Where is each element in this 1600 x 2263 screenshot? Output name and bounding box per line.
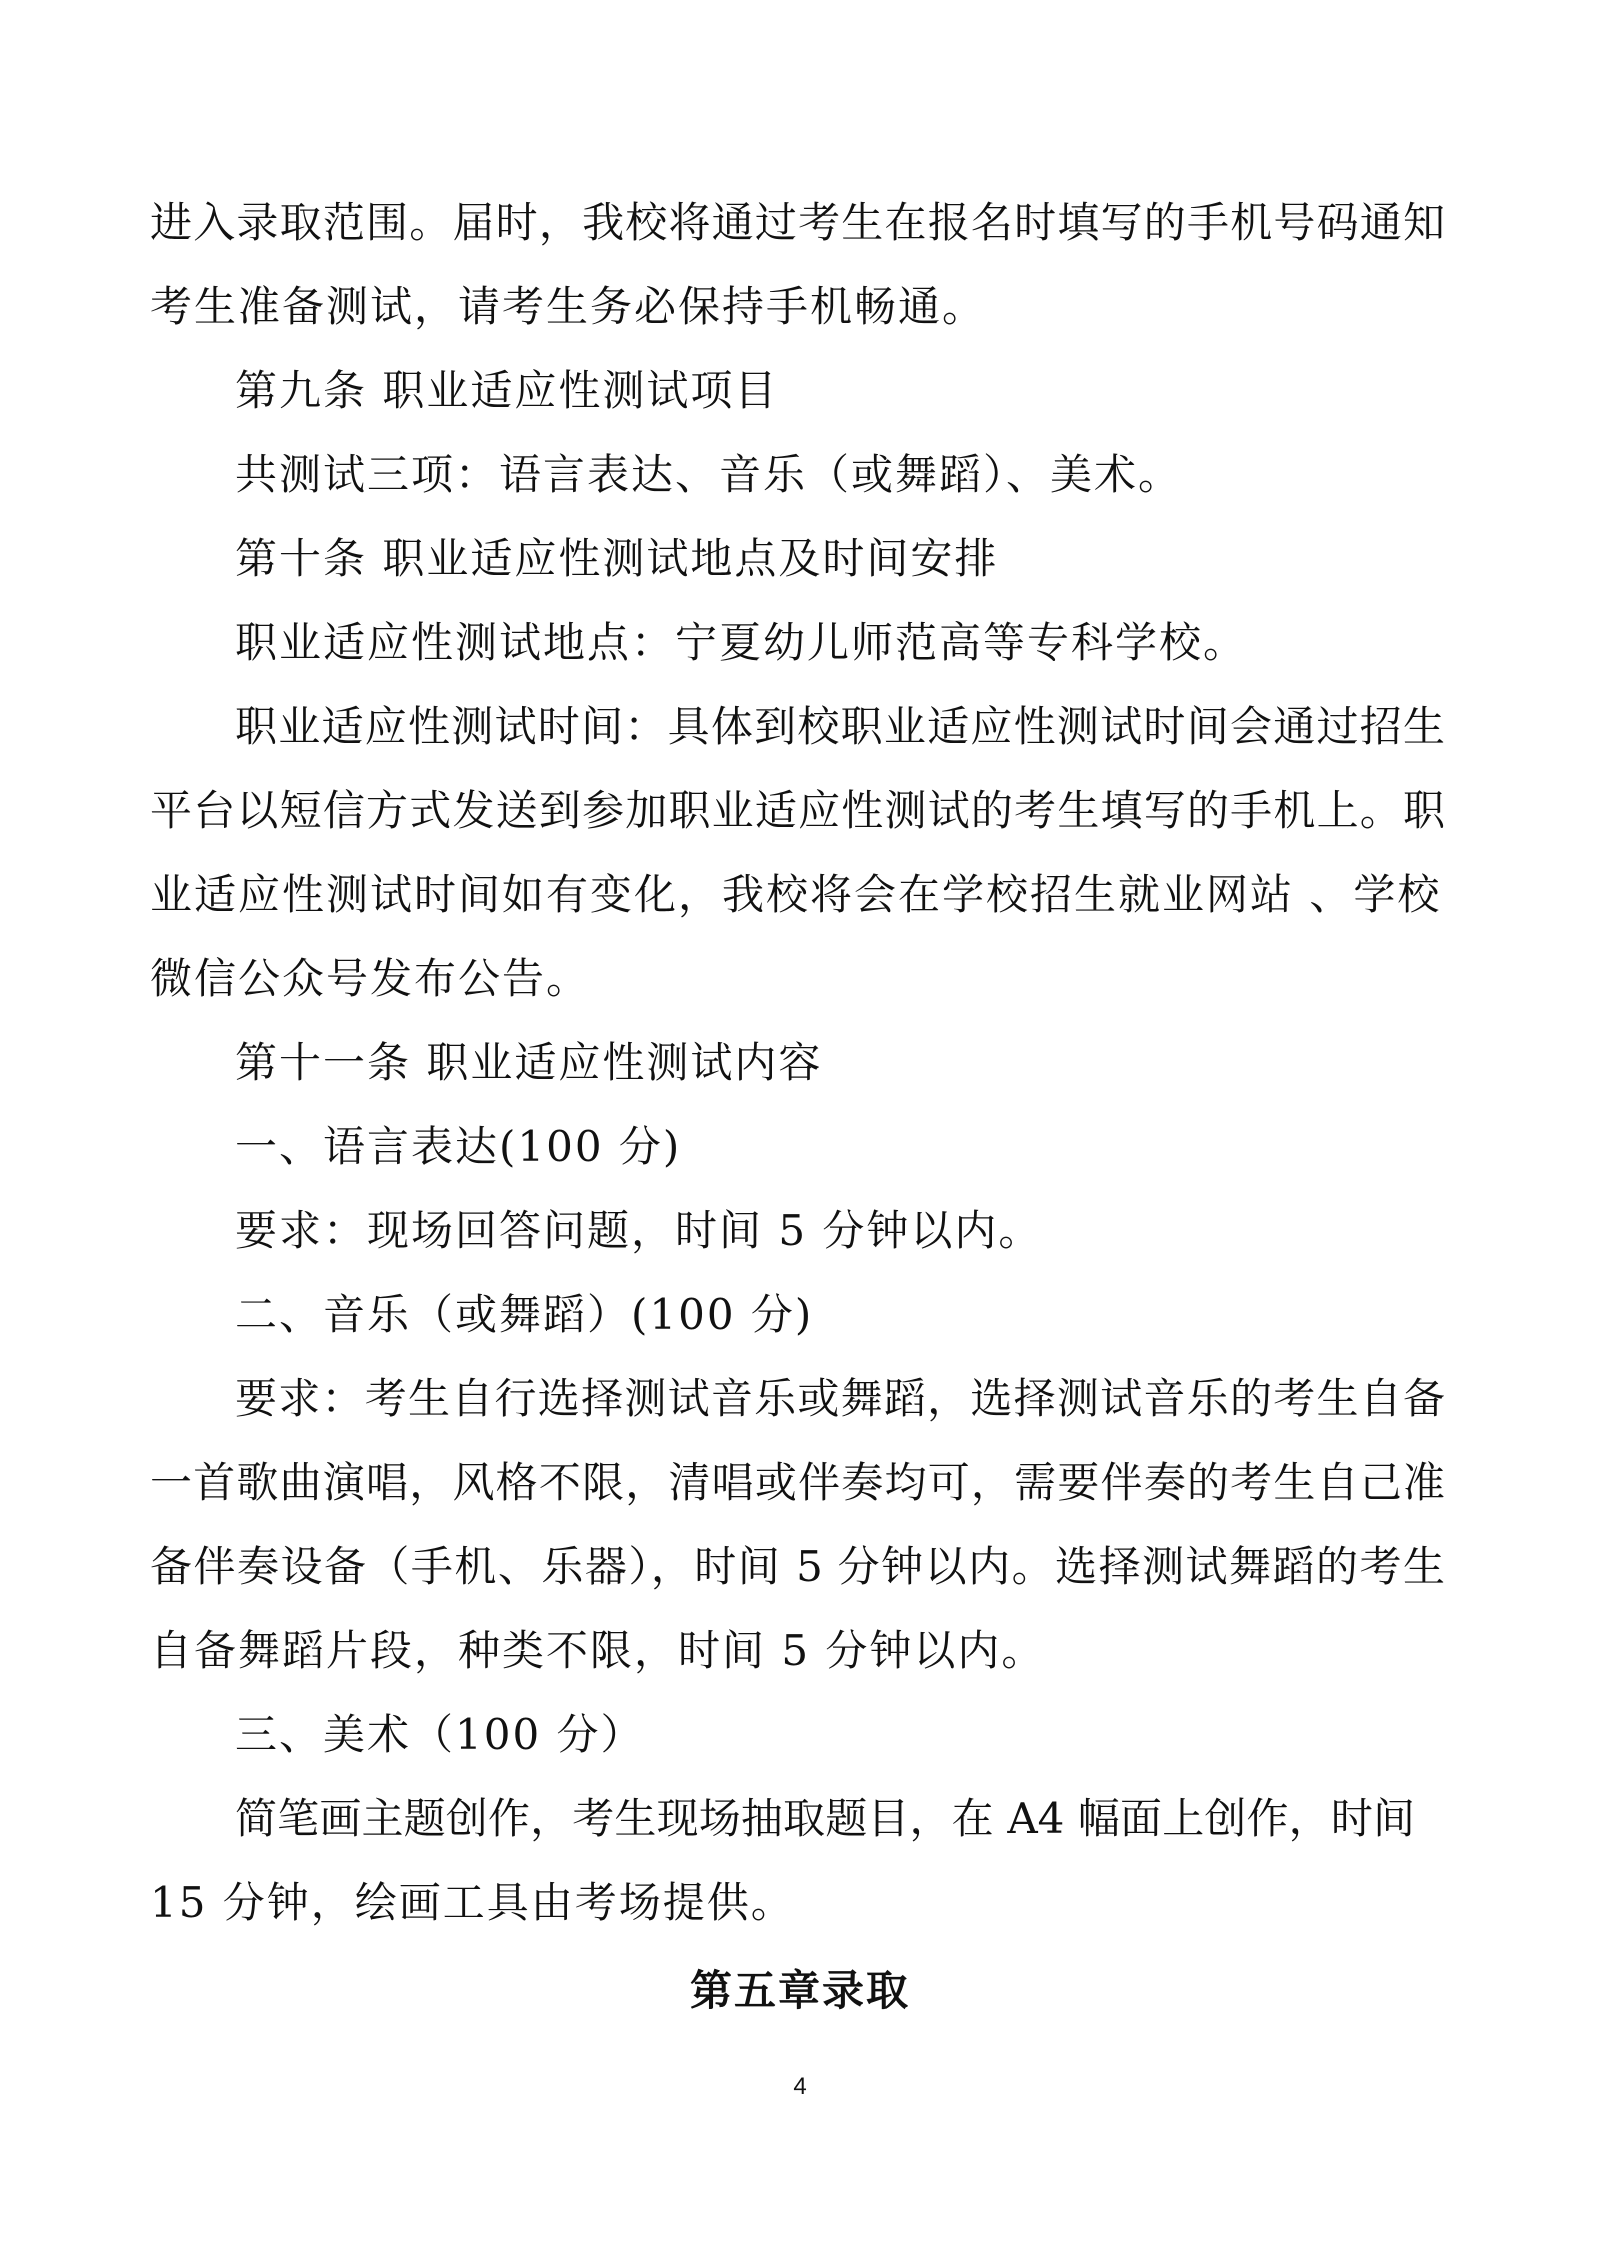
paragraph-line-wechat: 微信公众号发布公告。	[150, 954, 591, 1003]
item-language-heading: 一、语言表达(100 分)	[235, 1122, 682, 1171]
paragraph-line-test-time: 职业适应性测试时间：具体到校职业适应性测试时间会通过招生	[235, 702, 1445, 751]
paragraph-line-1: 进入录取范围。届时，我校将通过考生在报名时填写的手机号码通知	[150, 198, 1445, 247]
article-10-heading: 第十条 职业适应性测试地点及时间安排	[235, 534, 999, 583]
paragraph-line-test-items: 共测试三项：语言表达、音乐（或舞蹈）、美术。	[235, 450, 1183, 499]
article-9-heading: 第九条 职业适应性测试项目	[235, 366, 779, 415]
chapter-heading: 第五章录取	[689, 1966, 910, 2015]
item-music-requirement-line-2: 一首歌曲演唱，风格不限，清唱或伴奏均可，需要伴奏的考生自己准	[150, 1458, 1445, 1507]
item-music-heading: 二、音乐（或舞蹈）(100 分)	[235, 1290, 814, 1339]
paragraph-line-2: 考生准备测试，请考生务必保持手机畅通。	[150, 282, 987, 331]
page-number: 4	[793, 2073, 807, 2100]
item-music-requirement-line-1: 要求：考生自行选择测试音乐或舞蹈，选择测试音乐的考生自备	[235, 1374, 1445, 1423]
item-language-requirement: 要求：现场回答问题，时间 5 分钟以内。	[235, 1206, 1043, 1255]
item-art-heading: 三、美术（100 分）	[235, 1710, 645, 1759]
item-music-requirement-line-3: 备伴奏设备（手机、乐器），时间 5 分钟以内。选择测试舞蹈的考生	[150, 1542, 1445, 1591]
item-art-requirement-line-1: 简笔画主题创作，考生现场抽取题目，在 A4 幅面上创作，时间	[235, 1794, 1415, 1843]
paragraph-line-change-notice: 业适应性测试时间如有变化，我校将会在学校招生就业网站 、学校	[150, 870, 1442, 919]
article-11-heading: 第十一条 职业适应性测试内容	[235, 1038, 823, 1087]
item-music-requirement-line-4: 自备舞蹈片段，种类不限，时间 5 分钟以内。	[150, 1626, 1046, 1675]
paragraph-line-sms: 平台以短信方式发送到参加职业适应性测试的考生填写的手机上。职	[150, 786, 1445, 835]
paragraph-line-test-location: 职业适应性测试地点：宁夏幼儿师范高等专科学校。	[235, 618, 1248, 667]
item-art-requirement-line-2: 15 分钟，绘画工具由考场提供。	[150, 1878, 795, 1927]
